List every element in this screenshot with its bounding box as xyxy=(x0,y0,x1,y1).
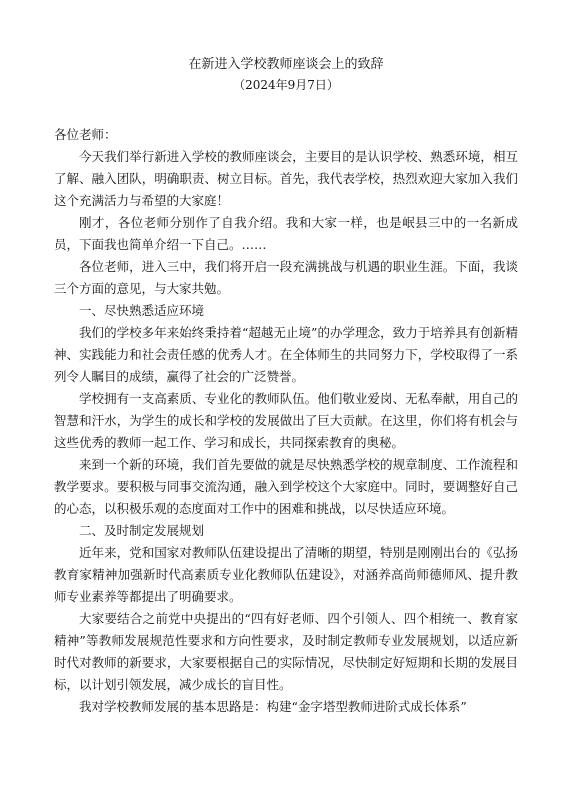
intro-paragraph-2: 刚才，各位老师分别作了自我介绍。我和大家一样，也是岷县三中的一名新成员，下面我也简单介绍一下自己。…… xyxy=(54,215,518,252)
document-page xyxy=(54,56,518,718)
section-1-paragraph-3: 来到一个新的环境，我们首先要做的就是尽快熟悉学校的规章制度、工作流程和教学要求。要积极与同事交流沟通，融入到学校这个大家庭中。同时，要调整好自己的心态，以积极乐观的态度面对工作中的困难和挑战，以尽快适应环境。 xyxy=(54,457,518,516)
section-1-paragraph-1: 我们的学校多年来始终秉持着“超越无止境”的办学理念，致力于培养具有创新精神、实践能力和社会责任感的优秀人才。在全体师生的共同努力下，学校取得了一系列令人瞩目的成绩，赢得了社会的广泛赞誉。 xyxy=(54,325,518,384)
section-2-paragraph-1: 近年来，党和国家对教师队伍建设提出了清晰的期望，特别是刚刚出台的《弘扬教育家精神加强新时代高素质专业化教师队伍建设》，对涵养高尚师德师风、提升教师专业素养等都提出了明确要求。 xyxy=(54,545,518,604)
intro-paragraph-3: 各位老师，进入三中，我们将开启一段充满挑战与机遇的职业生涯。下面，我谈三个方面的意见，与大家共勉。 xyxy=(54,259,518,296)
section-2-paragraph-3: 我对学校教师发展的基本思路是：构建“金字塔型教师进阶式成长体系” xyxy=(79,699,467,714)
section-1-paragraph-2: 学校拥有一支高素质、专业化的教师队伍。他们敬业爱岗、无私奉献，用自己的智慧和汗水，为学生的成长和学校的发展做出了巨大贡献。在这里，你们将有机会与这些优秀的教师一起工作、学习和成长，共同探索教育的奥秘。 xyxy=(54,391,518,450)
salutation: 各位老师： xyxy=(54,127,117,142)
intro-paragraph-1: 今天我们举行新进入学校的教师座谈会，主要目的是认识学校、熟悉环境，相互了解、融入团队，明确职责、树立目标。首先，我代表学校，热烈欢迎大家加入我们这个充满活力与希望的大家庭！ xyxy=(54,149,518,208)
document-date: （2024年9月7日） xyxy=(233,78,339,92)
section-2-paragraph-2: 大家要结合之前党中央提出的“四有好老师、四个引领人、四个相统一、教育家精神”等教师发展规范性要求和方向性要求，及时制定教师专业发展规划，以适应新时代对教师的新要求，大家要根据自己的实际情况，尽快制定好短期和长期的发展目标，以计划引领发展，减少成长的盲目性。 xyxy=(54,611,518,692)
document-title: 在新进入学校教师座谈会上的致辞 xyxy=(188,57,384,72)
section-2-heading: 二、及时制定发展规划 xyxy=(79,523,205,538)
section-1-heading: 一、尽快熟悉适应环境 xyxy=(79,303,205,318)
